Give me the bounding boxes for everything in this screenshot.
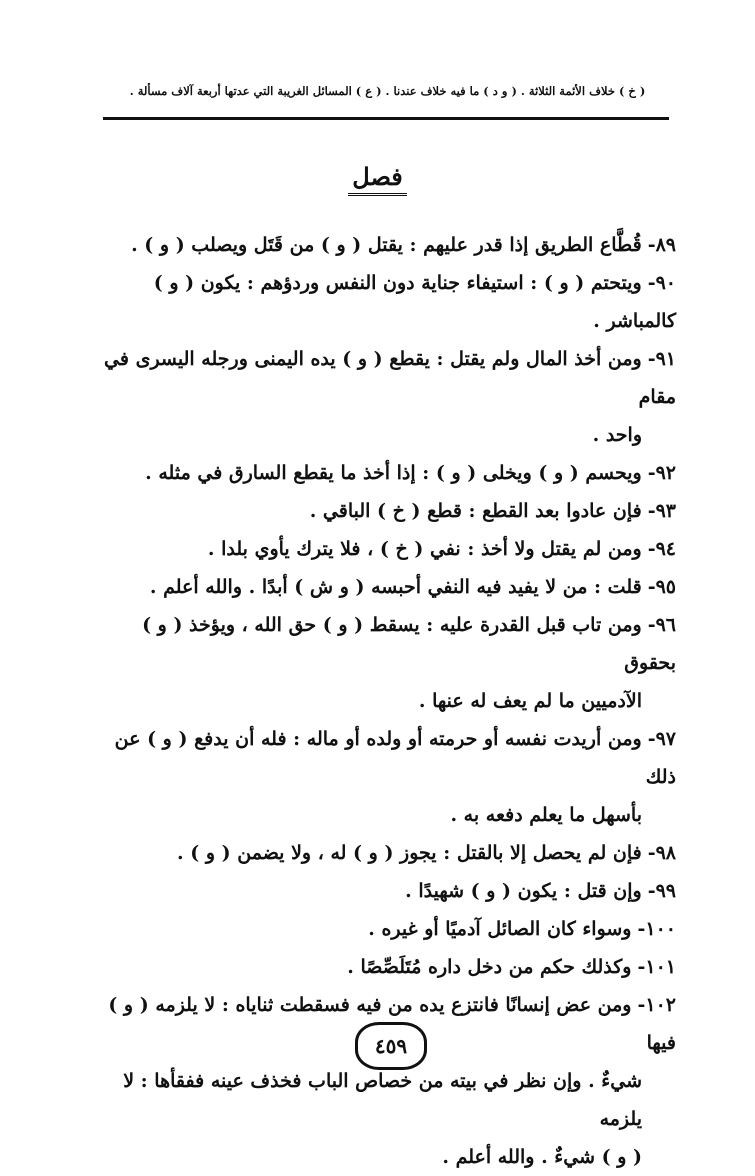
- list-item: [104, 606, 676, 720]
- item-number: ٩٢-: [647, 462, 676, 484]
- item-text: ومن عض إنسانًا فانتزع يده من فيه فسقطت ثناياه : لا يلزمه ( و ) فيها: [108, 994, 676, 1054]
- item-text: : من لا يفيد فيه النفي أحبسه ( و ش ) أبدًا . والله أعلم .: [149, 576, 602, 598]
- item-number: ١٠٢-: [637, 994, 676, 1016]
- list-item: [104, 454, 676, 492]
- item-continuation: ( و ) شيءٌ . والله أعلم .: [442, 1146, 642, 1168]
- list-item: [104, 834, 676, 872]
- item-number: ٩٩-: [647, 880, 676, 902]
- item-text: ومن أخذ المال ولم يقتل : يقطع ( و ) يده اليمنى ورجله اليسرى في مقام: [104, 348, 676, 408]
- item-number: ١٠١-: [637, 956, 676, 978]
- item-text: ومن أريدت نفسه أو حرمته أو ولده أو ماله : فله أن يدفع ( و ) عن ذلك: [114, 728, 676, 788]
- item-number: ٩٠-: [647, 272, 676, 294]
- item-text: وإن قتل : يكون ( و ) شهيدًا .: [405, 880, 642, 902]
- item-lead-word: قلت: [607, 576, 642, 598]
- page-number-badge: [355, 1022, 427, 1070]
- item-continuation: شيءٌ . وإن نظر في بيته من خصاص الباب فخذف عينه ففقأها : لا يلزمه: [123, 1070, 642, 1130]
- item-text: ومن لم يقتل ولا أخذ : نفي ( خ ) ، فلا يترك يأوي بلدا .: [207, 538, 642, 560]
- page-number: ٤٥٩: [374, 1034, 408, 1058]
- item-text: فإن لم يحصل إلا بالقتل : يجوز ( و ) له ، ولا يضمن ( و ) .: [177, 842, 642, 864]
- list-item: [104, 948, 676, 986]
- section-title: [0, 162, 755, 191]
- item-continuation: واحد .: [592, 424, 642, 446]
- item-continuation: بأسهل ما يعلم دفعه به .: [450, 804, 642, 826]
- list-item: [104, 568, 676, 606]
- list-item: [104, 492, 676, 530]
- list-item: [104, 872, 676, 910]
- list-item: [104, 720, 676, 834]
- item-number: ٩١-: [647, 348, 676, 370]
- list-item: [104, 530, 676, 568]
- item-number: ٩٦-: [647, 614, 676, 636]
- list-item: [104, 340, 676, 454]
- item-text: ويتحتم ( و ) : استيفاء جناية دون النفس وردؤهم : يكون ( و ) كالمباشر .: [153, 272, 676, 332]
- item-number: ٩٣-: [647, 500, 676, 522]
- item-number: ١٠٠-: [637, 918, 676, 940]
- list-item: [104, 264, 676, 340]
- item-text: وكذلك حكم من دخل داره مُتَلَصِّصًا .: [347, 956, 632, 978]
- item-continuation: الآدميين ما لم يعف له عنها .: [418, 690, 642, 712]
- item-text: ويحسم ( و ) ويخلى ( و ) : إذا أخذ ما يقطع السارق في مثله .: [145, 462, 642, 484]
- item-number: ٩٥-: [647, 576, 676, 598]
- page-header-legend: ( خ ) خلاف الأئمة الثلاثة . ( و د ) ما فيه خلاف عندنا . ( ع ) المسائل الغريبة التي عدتها أربعة آلاف مسألة .: [129, 84, 646, 98]
- item-text: فإن عادوا بعد القطع : قطع ( خ ) الباقي .: [309, 500, 642, 522]
- list-item: [104, 910, 676, 948]
- section-title-text: فصل: [348, 162, 406, 196]
- list-item: [104, 986, 676, 1176]
- item-text: وسواء كان الصائل آدميًا أو غيره .: [368, 918, 632, 940]
- item-number: ٩٧-: [647, 728, 676, 750]
- item-number: ٨٩-: [647, 234, 676, 256]
- item-number: ٩٤-: [647, 538, 676, 560]
- item-number: ٩٨-: [647, 842, 676, 864]
- item-text: قُطَّاع الطريق إذا قدر عليهم : يقتل ( و ) من قَتَل ويصلب ( و ) .: [131, 234, 642, 256]
- list-item: [104, 226, 676, 264]
- header-divider: [103, 117, 669, 120]
- item-text: ومن تاب قبل القدرة عليه : يسقط ( و ) حق الله ، ويؤخذ ( و ) بحقوق: [142, 614, 676, 674]
